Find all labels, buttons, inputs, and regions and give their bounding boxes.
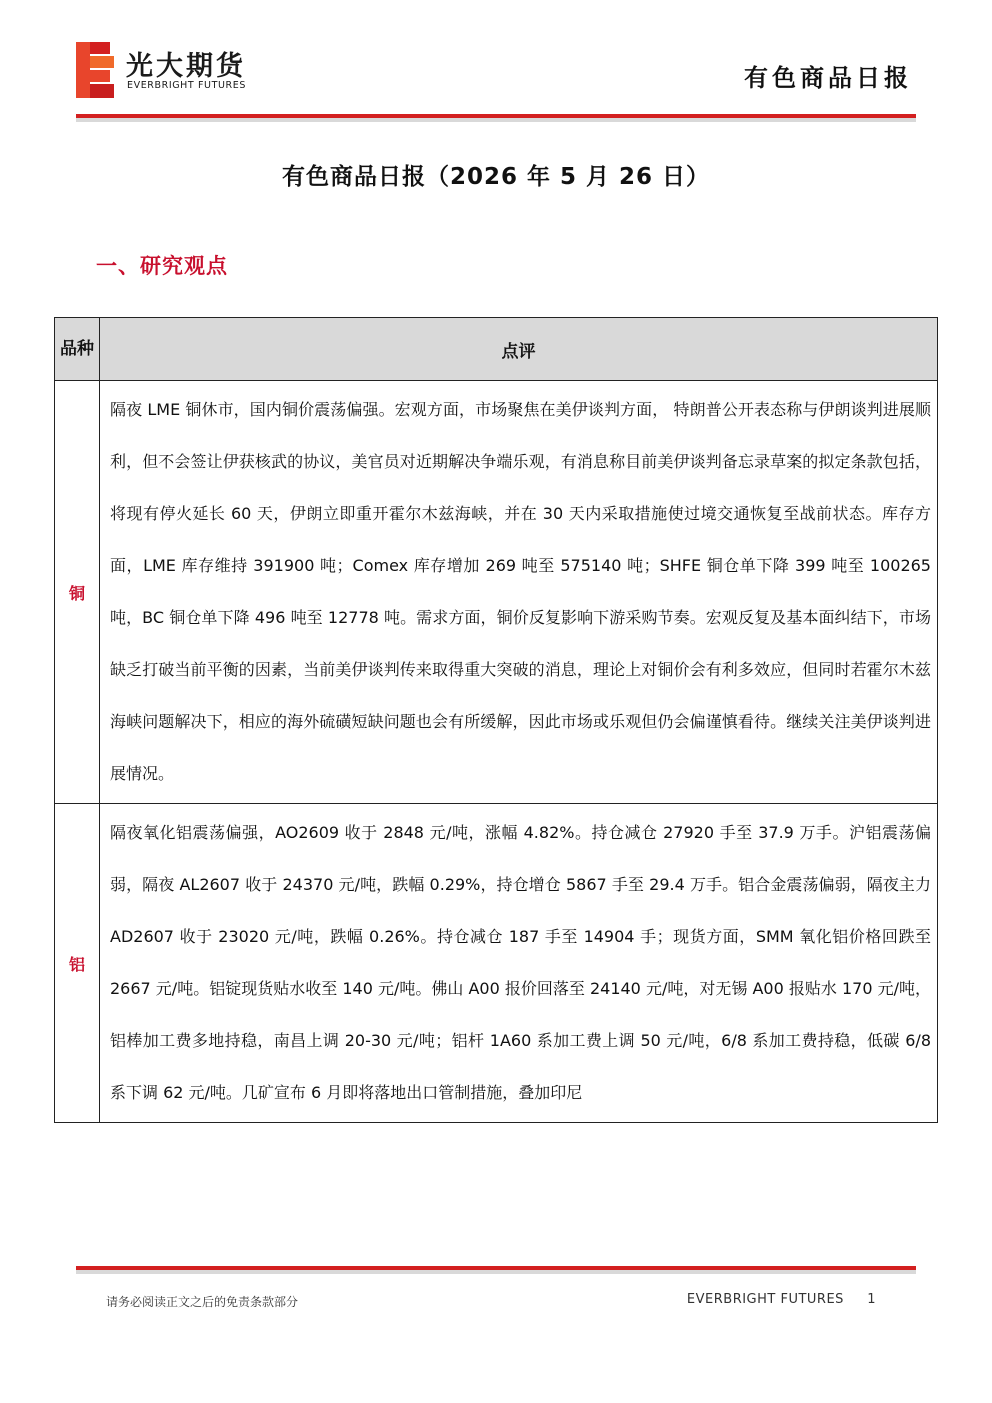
header-category: 品种 bbox=[55, 318, 100, 381]
comment-cell: 隔夜 LME 铜休市，国内铜价震荡偏强。宏观方面，市场聚焦在美伊谈判方面， 特朗普公开表态称与伊朗谈判进展顺利，但不会签让伊获核武的协议，美官员对近期解决争端乐观，有消息称目前美伊谈判备忘录草案的拟定条款包括，将现有停火延长 60 天，伊朗立即重开霍尔木兹海峡，并在 30 天内采取措施使过境交通恢复至战前状态。库存方面，LME 库存维持 391900 吨；Comex 库存增加 269 吨至 575140 吨；SHFE 铜仓单下降 399 吨至 100265 吨，BC 铜仓单下降 496 吨至 12778 吨。需求方面，铜价反复影响下游采购节奏。宏观反复及基本面纠结下，市场缺乏打破当前平衡的因素，当前美伊谈判传来取得重大突破的消息，理论上对铜价会有利多效应，但同时若霍尔木兹海峡问题解决下，相应的海外硫磺短缺问题也会有所缓解，因此市场或乐观但仍会偏谨慎看待。继续关注美伊谈判进展情况。 bbox=[100, 381, 938, 804]
header-report-title: 有色商品日报 bbox=[744, 64, 912, 92]
section-heading: 一、研究观点 bbox=[96, 254, 228, 278]
commentary-table bbox=[54, 317, 938, 1123]
table-header-row bbox=[55, 318, 938, 381]
category-cell: 铜 bbox=[55, 381, 100, 804]
footer-brand-text: EVERBRIGHT FUTURES bbox=[686, 1292, 844, 1307]
header-comment: 点评 bbox=[100, 318, 938, 381]
logo-text-cn: 光大期货 bbox=[126, 51, 246, 82]
page-number: 1 bbox=[867, 1292, 876, 1307]
document-title: 有色商品日报（2026 年 5 月 26 日） bbox=[281, 164, 711, 190]
logo-text-en: EVERBRIGHT FUTURES bbox=[127, 80, 246, 91]
footer-divider bbox=[76, 1266, 916, 1274]
category-cell: 铝 bbox=[55, 804, 100, 1123]
everbright-logo-icon bbox=[76, 42, 116, 98]
header-divider bbox=[76, 114, 916, 122]
table-row-copper bbox=[55, 381, 938, 804]
footer-brand bbox=[687, 1292, 876, 1307]
company-logo bbox=[76, 40, 286, 100]
comment-cell: 隔夜氧化铝震荡偏强，AO2609 收于 2848 元/吨，涨幅 4.82%。持仓减仓 27920 手至 37.9 万手。沪铝震荡偏弱，隔夜 AL2607 收于 24370 元/吨，跌幅 0.29%，持仓增仓 5867 手至 29.4 万手。铝合金震荡偏弱，隔夜主力 AD2607 收于 23020 元/吨，跌幅 0.26%。持仓减仓 187 手至 14904 手；现货方面，SMM 氧化铝价格回跌至 2667 元/吨。铝锭现货贴水收至 140 元/吨。佛山 A00 报价回落至 24140 元/吨，对无锡 A00 报贴水 170 元/吨，铝棒加工费多地持稳，南昌上调 20-30 元/吨；铝杆 1A60 系加工费上调 50 元/吨，6/8 系加工费持稳，低碳 6/8 系下调 62 元/吨。几矿宣布 6 月即将落地出口管制措施，叠加印尼 bbox=[100, 804, 938, 1123]
footer-disclaimer: 请务必阅读正文之后的免责条款部分 bbox=[106, 1295, 299, 1309]
table-row-aluminium bbox=[55, 804, 938, 1123]
